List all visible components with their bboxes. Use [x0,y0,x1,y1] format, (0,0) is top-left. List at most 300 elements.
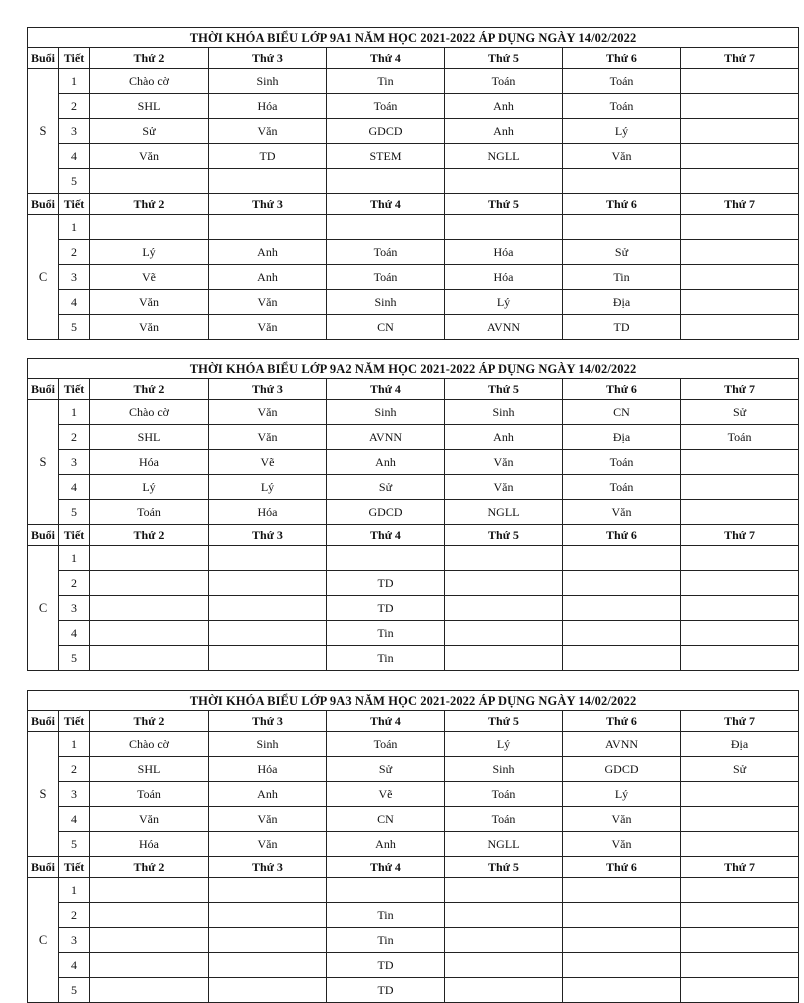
column-header: Tiết [59,711,90,732]
subject-cell [90,953,209,978]
subject-cell [681,978,799,1003]
subject-cell [90,621,209,646]
subject-cell: Vẽ [327,782,445,807]
subject-cell: Hóa [209,757,327,782]
subject-cell [90,215,209,240]
subject-cell [681,215,799,240]
subject-cell [209,928,327,953]
subject-cell: Hóa [209,500,327,525]
period-number: 1 [59,69,90,94]
column-header: Buổi [28,194,59,215]
column-header: Tiết [59,857,90,878]
column-header: Thứ 2 [90,711,209,732]
subject-cell [681,475,799,500]
subject-cell: NGLL [445,144,563,169]
column-header: Thứ 7 [681,525,799,546]
subject-cell [681,928,799,953]
column-header: Thứ 4 [327,525,445,546]
column-header: Thứ 5 [445,194,563,215]
subject-cell [90,169,209,194]
subject-cell [445,646,563,671]
subject-cell [445,928,563,953]
subject-cell [681,646,799,671]
subject-cell: Văn [209,807,327,832]
table-row [28,878,799,903]
period-number: 1 [59,546,90,571]
subject-cell: STEM [327,144,445,169]
column-header: Thứ 4 [327,194,445,215]
table-row [28,596,799,621]
subject-cell: Hóa [445,265,563,290]
column-header: Tiết [59,525,90,546]
period-number: 1 [59,400,90,425]
timetable-9a2 [27,358,799,671]
subject-cell: Toán [327,265,445,290]
subject-cell [90,646,209,671]
subject-cell [681,807,799,832]
table-row [28,757,799,782]
header-row [28,711,799,732]
subject-cell [681,621,799,646]
column-header: Thứ 7 [681,379,799,400]
period-number: 4 [59,807,90,832]
subject-cell: Anh [445,94,563,119]
subject-cell [90,903,209,928]
subject-cell [681,450,799,475]
subject-cell: Sử [563,240,681,265]
subject-cell: Địa [563,290,681,315]
table-row [28,119,799,144]
session-label: C [28,215,59,340]
subject-cell: Hóa [90,832,209,857]
subject-cell [209,646,327,671]
subject-cell: Văn [209,832,327,857]
column-header: Thứ 4 [327,711,445,732]
subject-cell [209,953,327,978]
column-header: Thứ 3 [209,525,327,546]
subject-cell: Chào cờ [90,69,209,94]
subject-cell [681,290,799,315]
subject-cell [681,832,799,857]
table-row [28,782,799,807]
table-row [28,571,799,596]
subject-cell [681,571,799,596]
period-number: 1 [59,215,90,240]
subject-cell [563,215,681,240]
table-row [28,546,799,571]
period-number: 5 [59,500,90,525]
subject-cell [445,169,563,194]
column-header: Thứ 2 [90,525,209,546]
table-row [28,450,799,475]
subject-cell: Sử [327,757,445,782]
subject-cell [209,546,327,571]
subject-cell: Anh [327,832,445,857]
subject-cell: NGLL [445,832,563,857]
table-row [28,94,799,119]
subject-cell [563,953,681,978]
subject-cell: Anh [209,240,327,265]
column-header: Thứ 2 [90,379,209,400]
column-header: Buổi [28,379,59,400]
table-row [28,400,799,425]
subject-cell: SHL [90,94,209,119]
column-header: Buổi [28,525,59,546]
period-number: 4 [59,953,90,978]
subject-cell: Lý [563,119,681,144]
subject-cell: Sử [681,757,799,782]
column-header: Thứ 3 [209,711,327,732]
subject-cell [681,240,799,265]
subject-cell: Anh [445,119,563,144]
subject-cell: Toán [563,450,681,475]
subject-cell [681,119,799,144]
period-number: 3 [59,450,90,475]
subject-cell: Văn [209,400,327,425]
subject-cell [209,621,327,646]
subject-cell [681,782,799,807]
subject-cell [563,646,681,671]
subject-cell [681,69,799,94]
subject-cell: SHL [90,757,209,782]
period-number: 2 [59,757,90,782]
period-number: 3 [59,265,90,290]
subject-cell: Toán [445,69,563,94]
column-header: Thứ 4 [327,48,445,69]
subject-cell: Toán [445,807,563,832]
subject-cell: Văn [209,315,327,340]
subject-cell [209,596,327,621]
subject-cell: AVNN [327,425,445,450]
subject-cell [563,546,681,571]
period-number: 2 [59,903,90,928]
subject-cell [445,978,563,1003]
column-header: Buổi [28,48,59,69]
subject-cell: Hóa [445,240,563,265]
subject-cell [681,265,799,290]
subject-cell: Văn [90,807,209,832]
column-header: Thứ 3 [209,194,327,215]
column-header: Thứ 2 [90,48,209,69]
subject-cell [209,878,327,903]
header-row [28,525,799,546]
subject-cell: CN [327,315,445,340]
column-header: Thứ 4 [327,857,445,878]
subject-cell [327,878,445,903]
table-row [28,290,799,315]
column-header: Tiết [59,379,90,400]
subject-cell [563,903,681,928]
subject-cell: AVNN [563,732,681,757]
subject-cell: Văn [90,315,209,340]
table-row [28,69,799,94]
column-header: Thứ 3 [209,379,327,400]
title-row [28,28,799,48]
column-header: Thứ 2 [90,194,209,215]
subject-cell [681,315,799,340]
session-label: C [28,878,59,1003]
column-header: Thứ 6 [563,711,681,732]
subject-cell [209,571,327,596]
subject-cell [327,546,445,571]
subject-cell [209,903,327,928]
subject-cell: Hóa [90,450,209,475]
subject-cell: Toán [90,782,209,807]
subject-cell [445,878,563,903]
subject-cell: Anh [445,425,563,450]
subject-cell: TD [327,953,445,978]
subject-cell: Sử [327,475,445,500]
subject-cell: Văn [209,425,327,450]
subject-cell [563,596,681,621]
column-header: Thứ 6 [563,194,681,215]
subject-cell [90,928,209,953]
table-row [28,807,799,832]
subject-cell [445,953,563,978]
subject-cell [563,621,681,646]
period-number: 3 [59,928,90,953]
subject-cell: Hóa [209,94,327,119]
subject-cell: Toán [563,69,681,94]
table-row [28,903,799,928]
subject-cell: GDCD [327,500,445,525]
subject-cell [90,546,209,571]
subject-cell: Sinh [327,400,445,425]
column-header: Thứ 5 [445,711,563,732]
subject-cell: Văn [209,119,327,144]
period-number: 4 [59,475,90,500]
period-number: 3 [59,119,90,144]
subject-cell: Tin [327,928,445,953]
subject-cell [209,169,327,194]
header-row [28,379,799,400]
subject-cell [209,978,327,1003]
subject-cell: TD [563,315,681,340]
subject-cell: Toán [327,732,445,757]
subject-cell: Văn [445,450,563,475]
subject-cell: Tin [563,265,681,290]
period-number: 2 [59,94,90,119]
column-header: Thứ 6 [563,857,681,878]
subject-cell [327,215,445,240]
timetable-title: THỜI KHÓA BIỂU LỚP 9A3 NĂM HỌC 2021-2022 ÁP DỤNG NGÀY 14/02/2022 [28,691,799,711]
table-row [28,500,799,525]
period-number: 2 [59,425,90,450]
subject-cell [445,571,563,596]
column-header: Thứ 4 [327,379,445,400]
subject-cell [563,978,681,1003]
subject-cell [563,878,681,903]
subject-cell [90,596,209,621]
subject-cell [563,928,681,953]
subject-cell: AVNN [445,315,563,340]
period-number: 1 [59,878,90,903]
table-row [28,169,799,194]
subject-cell [445,621,563,646]
column-header: Buổi [28,711,59,732]
session-label: S [28,732,59,857]
subject-cell: Tin [327,903,445,928]
subject-cell [681,596,799,621]
subject-cell: Địa [563,425,681,450]
subject-cell [209,215,327,240]
subject-cell: GDCD [327,119,445,144]
header-row [28,48,799,69]
subject-cell: Toán [563,475,681,500]
subject-cell: TD [327,596,445,621]
period-number: 5 [59,315,90,340]
period-number: 5 [59,646,90,671]
title-row [28,691,799,711]
column-header: Thứ 5 [445,857,563,878]
subject-cell: CN [327,807,445,832]
timetable-title: THỜI KHÓA BIỂU LỚP 9A1 NĂM HỌC 2021-2022 ÁP DỤNG NGÀY 14/02/2022 [28,28,799,48]
table-row [28,953,799,978]
subject-cell: Văn [90,144,209,169]
table-row [28,475,799,500]
subject-cell [681,144,799,169]
title-row [28,359,799,379]
timetable-9a1 [27,27,799,340]
subject-cell: Lý [445,732,563,757]
subject-cell: Sinh [209,69,327,94]
column-header: Thứ 5 [445,48,563,69]
column-header: Thứ 5 [445,525,563,546]
subject-cell [90,571,209,596]
period-number: 4 [59,621,90,646]
column-header: Thứ 6 [563,379,681,400]
period-number: 3 [59,596,90,621]
subject-cell [90,878,209,903]
subject-cell: Anh [209,782,327,807]
period-number: 4 [59,144,90,169]
subject-cell: Tin [327,69,445,94]
subject-cell [563,571,681,596]
subject-cell: TD [327,571,445,596]
subject-cell: TD [327,978,445,1003]
subject-cell: Vẽ [90,265,209,290]
column-header: Thứ 6 [563,48,681,69]
table-row [28,621,799,646]
session-label: C [28,546,59,671]
subject-cell [90,978,209,1003]
subject-cell: Lý [209,475,327,500]
subject-cell: Văn [563,832,681,857]
period-number: 4 [59,290,90,315]
subject-cell: Tin [327,621,445,646]
session-label: S [28,400,59,525]
subject-cell: Toán [681,425,799,450]
subject-cell: Địa [681,732,799,757]
session-label: S [28,69,59,194]
column-header: Thứ 3 [209,857,327,878]
subject-cell: Lý [445,290,563,315]
subject-cell: Toán [445,782,563,807]
subject-cell: Sinh [209,732,327,757]
subject-cell: SHL [90,425,209,450]
column-header: Tiết [59,194,90,215]
timetable-title: THỜI KHÓA BIỂU LỚP 9A2 NĂM HỌC 2021-2022 ÁP DỤNG NGÀY 14/02/2022 [28,359,799,379]
column-header: Thứ 3 [209,48,327,69]
period-number: 1 [59,732,90,757]
subject-cell: NGLL [445,500,563,525]
subject-cell [445,596,563,621]
subject-cell: CN [563,400,681,425]
subject-cell: Anh [327,450,445,475]
subject-cell: Vẽ [209,450,327,475]
subject-cell: Sử [90,119,209,144]
period-number: 2 [59,240,90,265]
subject-cell: Văn [563,807,681,832]
subject-cell [327,169,445,194]
subject-cell [445,215,563,240]
timetable-9a3 [27,690,799,1003]
subject-cell [445,903,563,928]
subject-cell: Tin [327,646,445,671]
subject-cell: Toán [563,94,681,119]
subject-cell: Văn [209,290,327,315]
column-header: Thứ 7 [681,857,799,878]
subject-cell: Anh [209,265,327,290]
subject-cell: Toán [327,94,445,119]
period-number: 5 [59,832,90,857]
header-row [28,857,799,878]
subject-cell: Lý [90,475,209,500]
subject-cell: Toán [90,500,209,525]
subject-cell: Lý [563,782,681,807]
subject-cell [681,546,799,571]
subject-cell: Văn [563,500,681,525]
subject-cell: Chào cờ [90,400,209,425]
subject-cell: TD [209,144,327,169]
header-row [28,194,799,215]
table-row [28,928,799,953]
table-row [28,315,799,340]
table-row [28,832,799,857]
period-number: 3 [59,782,90,807]
subject-cell: GDCD [563,757,681,782]
column-header: Thứ 6 [563,525,681,546]
subject-cell [681,169,799,194]
column-header: Thứ 5 [445,379,563,400]
column-header: Thứ 2 [90,857,209,878]
table-row [28,425,799,450]
subject-cell [681,500,799,525]
table-row [28,978,799,1003]
table-row [28,215,799,240]
column-header: Tiết [59,48,90,69]
subject-cell [681,903,799,928]
subject-cell [563,169,681,194]
subject-cell: Văn [445,475,563,500]
subject-cell: Toán [327,240,445,265]
table-row [28,265,799,290]
table-row [28,144,799,169]
period-number: 5 [59,169,90,194]
subject-cell: Chào cờ [90,732,209,757]
subject-cell: Văn [563,144,681,169]
subject-cell: Sinh [445,400,563,425]
subject-cell: Sinh [327,290,445,315]
subject-cell: Văn [90,290,209,315]
period-number: 2 [59,571,90,596]
table-row [28,646,799,671]
subject-cell: Sinh [445,757,563,782]
column-header: Thứ 7 [681,194,799,215]
subject-cell: Sử [681,400,799,425]
column-header: Thứ 7 [681,711,799,732]
subject-cell [681,878,799,903]
